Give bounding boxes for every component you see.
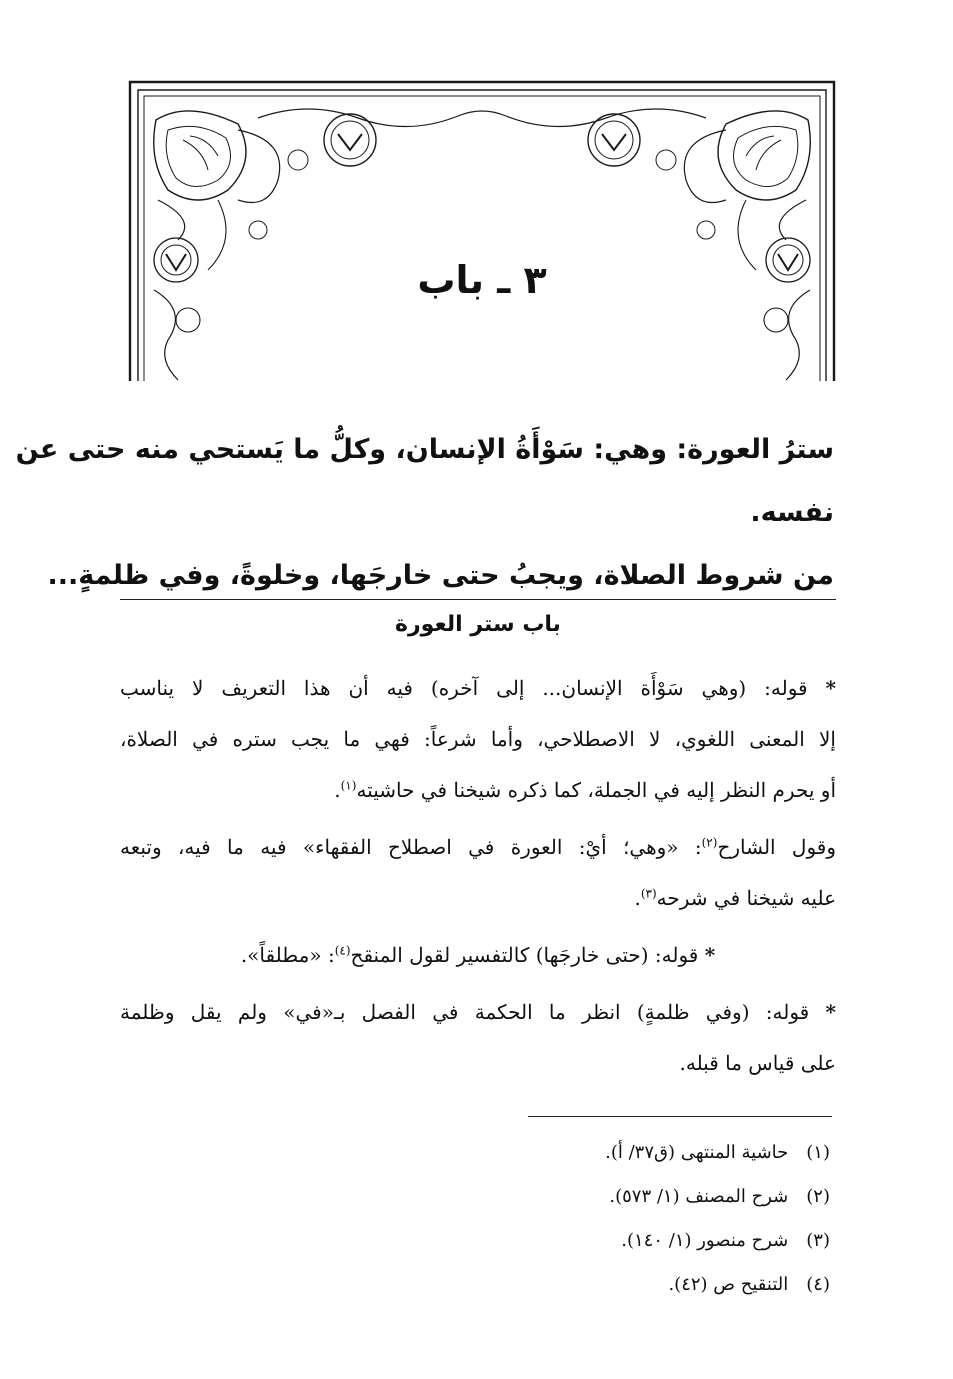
footnote-item <box>120 1175 830 1219</box>
footnote-text: شرح منصور (١/ ١٤٠). <box>621 1230 789 1251</box>
footnote-ref[interactable]: (٣) <box>640 886 657 901</box>
commentary-text: . <box>634 886 641 910</box>
footnote-number: (٤) <box>806 1274 830 1295</box>
chapter-title: ٣ ـ باب <box>417 258 547 302</box>
footnote-item <box>120 1219 830 1263</box>
commentary-line <box>120 663 836 714</box>
main-text-line: من شروط الصلاة، ويجبُ حتى خارجَها، وخلوةً، وفي ظلمةٍ... <box>47 560 834 591</box>
commentary-line <box>120 987 836 1038</box>
footnote-separator <box>528 1116 832 1117</box>
main-text <box>15 418 834 607</box>
chapter-ornament-frame <box>128 80 836 383</box>
commentary-line <box>120 822 836 873</box>
bullet-star-icon: * <box>825 676 837 700</box>
commentary-text: قوله: (وهي سَوْأَة الإنسان... إلى آخره) فيه أن هذا التعريف لا يناسب <box>120 676 808 700</box>
commentary-text: عليه شيخنا في شرحه <box>656 886 836 910</box>
commentary-text: قوله: (حتى خارجَها) كالتفسير لقول المنقح <box>350 943 699 967</box>
commentary-line: على قياس ما قبله. <box>679 1051 836 1075</box>
footnote-ref[interactable]: (٤) <box>334 943 351 958</box>
main-text-line: سترُ العورة: وهي: سَوْأَةُ الإنسان، وكلُّ ما يَستحي منه حتى عن <box>15 434 834 465</box>
footnote-ref[interactable]: (١) <box>340 778 357 793</box>
footnote-number: (٣) <box>806 1230 830 1251</box>
commentary-text: قوله: (وفي ظلمةٍ) انظر ما الحكمة في الفصل بـ«في» ولم يقل وظلمة <box>120 1000 810 1024</box>
commentary-text: . <box>334 778 341 802</box>
commentary-text: أو يحرم النظر إليه في الجملة، كما ذكره شيخنا في حاشيته <box>356 778 836 802</box>
commentary-line <box>120 930 836 981</box>
commentary-title: باب ستر العورة <box>395 612 561 637</box>
bullet-star-icon: * <box>704 943 716 967</box>
footnote-number: (٢) <box>806 1186 830 1207</box>
footnote-number: (١) <box>806 1142 830 1163</box>
main-text-line: نفسه. <box>750 497 834 528</box>
footnote-text: حاشية المنتهى (ق٣٧/ أ). <box>605 1142 789 1163</box>
footnotes <box>120 1131 830 1307</box>
footnote-ref[interactable]: (٢) <box>701 835 718 850</box>
floral-frame-icon <box>128 80 836 383</box>
commentary-text: وقول الشارح <box>717 835 837 859</box>
commentary-text: : «مطلقاً». <box>240 943 335 967</box>
commentary-line <box>120 873 836 924</box>
footnote-text: التنقيح ص (٤٢). <box>668 1274 789 1295</box>
commentary-line <box>120 765 836 816</box>
commentary <box>120 663 836 1089</box>
footnote-item <box>120 1131 830 1175</box>
commentary-text: : «وهي؛ أيْ: العورة في اصطلاح الفقهاء» فيه ما فيه، وتبعه <box>120 835 702 859</box>
text-separator <box>120 599 836 600</box>
footnote-item <box>120 1263 830 1307</box>
footnote-text: شرح المصنف (١/ ٥٧٣). <box>609 1186 789 1207</box>
bullet-star-icon: * <box>825 1000 837 1024</box>
commentary-line: إلا المعنى اللغوي، لا الاصطلاحي، وأما شرعاً: فهي ما يجب ستره في الصلاة، <box>120 727 836 751</box>
